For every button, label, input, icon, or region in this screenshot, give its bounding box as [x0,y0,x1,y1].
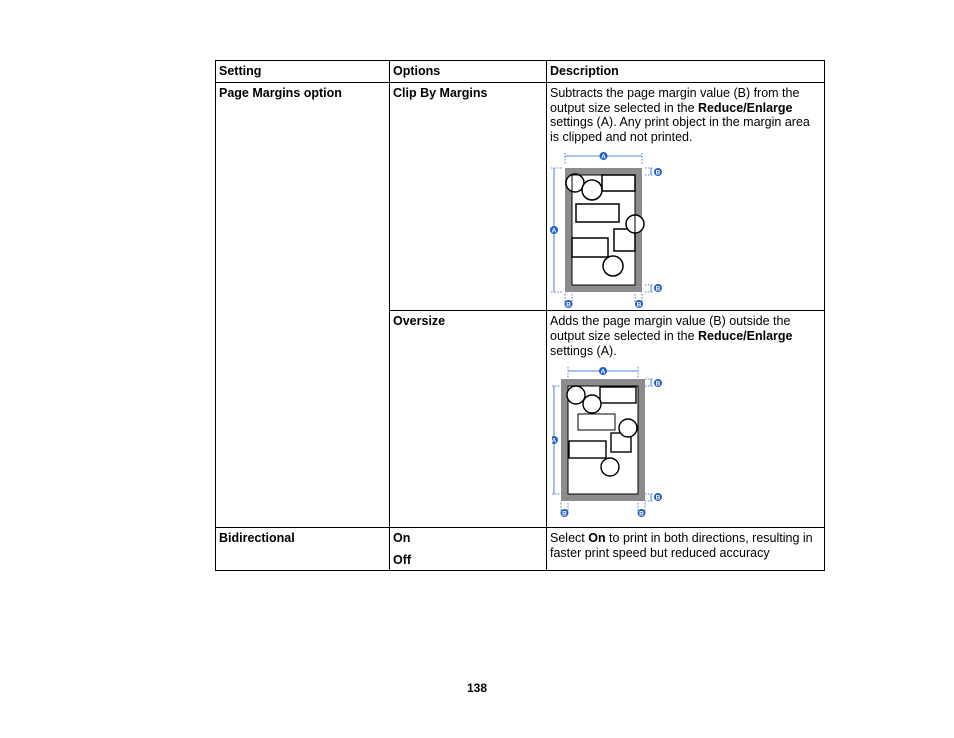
desc-text: Select [550,531,589,546]
desc-bold: Reduce/Enlarge [698,328,793,343]
dimension-label-b-bottom-left-badge [565,300,573,308]
clip-by-margins-diagram [550,152,670,308]
desc-text: settings (A). Any print object in the margin area is clipped and not printed. [550,115,810,144]
dimension-label-b-top-right-badge [654,168,662,177]
dimension-label-a-left: A [552,437,557,445]
dimension-label-b-top-right: B [655,169,661,177]
dimension-label-b-bottom-right-badge [654,493,662,502]
dimension-label-a-left-badge [550,226,558,235]
option-clip-by-margins: Clip By Margins [390,83,547,311]
table-row [216,528,825,571]
option-oversize: Oversize [390,311,547,528]
dimension-label-b-bottom-left: B [566,301,571,309]
dimension-label-b-bottom-left-badge [561,509,569,518]
header-options: Options [390,61,547,83]
setting-bidirectional: Bidirectional [216,528,390,571]
description-oversize [547,311,825,528]
option-on: On [393,531,411,546]
dimension-label-a-top: A [600,368,606,376]
description-clip-by-margins [547,83,825,311]
dimension-label-a-top-badge [599,367,607,376]
desc-text: Subtracts the page margin value (B) from the output size selected in the [550,86,800,115]
dimension-label-b-bottom-right-lower: B [636,301,642,309]
options-bidirectional [390,528,547,571]
setting-page-margins: Page Margins option [216,83,390,528]
settings-table [215,60,825,571]
header-description: Description [547,61,825,83]
dimension-label-b-top-right: B [655,380,661,388]
table-row [216,83,825,311]
header-setting: Setting [216,61,390,83]
desc-text: Adds the page margin value (B) outside the output size selected in the [550,314,791,343]
option-off: Off [393,552,412,567]
dimension-label-a-left: A [551,227,557,235]
dimension-label-b-bottom-right-lower-badge [638,509,646,518]
dimension-label-b-bottom-right-lower: B [639,510,644,518]
header-row [216,61,825,83]
dimension-label-b-bottom-right-lower-badge [635,300,643,308]
description-bidirectional [547,528,825,571]
dimension-label-b-bottom-right-badge [654,284,662,293]
dimension-label-a-left-badge [552,436,558,445]
dimension-label-b-bottom-right: B [655,285,661,293]
dimension-label-b-bottom-right: B [655,494,661,502]
desc-text: settings (A). [550,343,617,358]
dimension-label-b-bottom-left: B [562,510,567,518]
desc-bold: Reduce/Enlarge [698,100,793,115]
dimension-label-b-top-right-badge [654,379,662,388]
page-number: 138 [466,681,488,695]
desc-text: to print in both directions, resulting in faster print speed but reduced accuracy [550,531,813,560]
oversize-diagram [552,366,672,518]
dimension-label-a-top: A [601,153,606,161]
dimension-label-a-top-badge [600,152,608,161]
desc-bold: On [588,531,606,546]
